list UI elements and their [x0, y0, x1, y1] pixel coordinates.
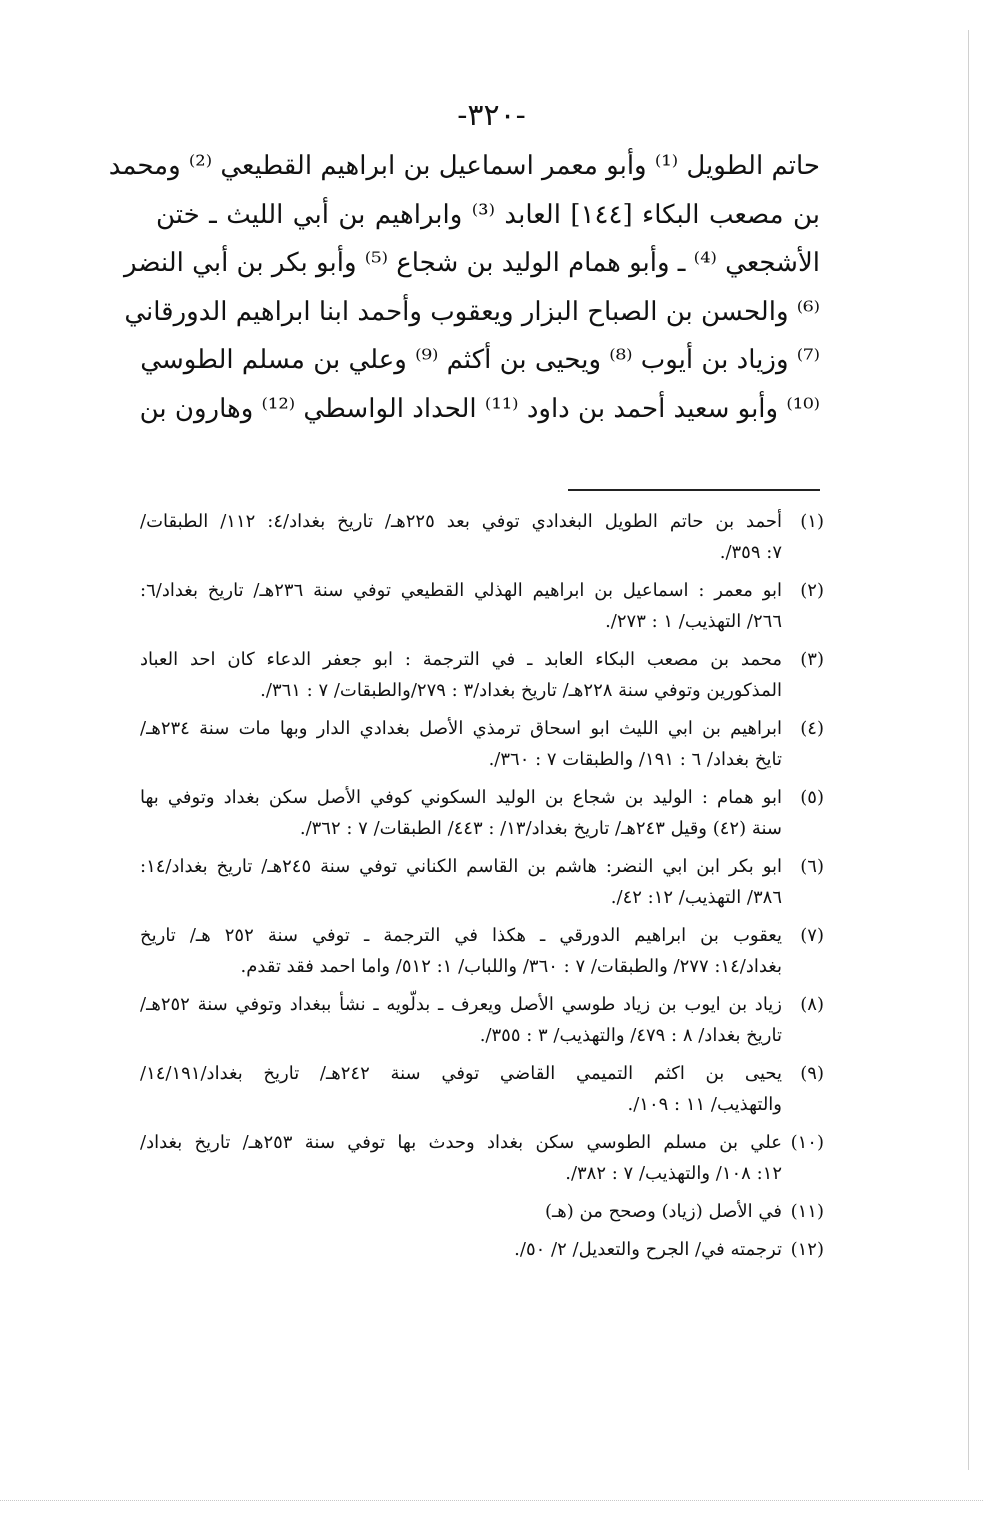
footnote-line: يعقوب بن ابراهيم الدورقي ـ هكذا في الترجمة ـ توفي سنة ٢٥٢ هـ/ تاريخ: [140, 925, 782, 946]
footnote-text: [140, 575, 782, 637]
footnote-number: (٥): [800, 787, 824, 808]
footnote: [140, 851, 824, 913]
page-edge-line: [968, 30, 969, 1470]
footnote: [140, 506, 824, 568]
footnote-line: ابو بكر ابن ابي النضر: هاشم بن القاسم الكناني توفي سنة ٢٤٥هـ/ تاريخ بغداد/١٤:: [140, 856, 782, 877]
footnote: [140, 1127, 824, 1189]
footnote-text: [140, 506, 782, 568]
footnote-text: [140, 1196, 782, 1227]
footnote-number: (٢): [800, 580, 824, 601]
footnote-text: [140, 1127, 782, 1189]
footnote: [140, 782, 824, 844]
footnote-line: يحيى بن اكثم التميمي القاضي توفي سنة ٢٤٢هـ/ تاريخ بغداد/١٤/١٩١/: [140, 1063, 782, 1084]
footnote-line: ابو همام : الوليد بن شجاع بن الوليد السكوني كوفي الأصل سكن بغداد وتوفي بها: [140, 787, 782, 808]
footnote-line: والتهذيب/ ١١ : ١٠٩/.: [627, 1094, 782, 1115]
footnote-line: ٧: ٣٥٩/.: [719, 542, 782, 563]
footnote: [140, 575, 824, 637]
main-text-line: ⁽⁶⁾ والحسن بن الصباح البزار ويعقوب وأحمد ابنا ابراهيم الدورقاني: [124, 296, 820, 327]
footnote-line: ترجمته في/ الجرح والتعديل/ ٢/ ٥٠/.: [514, 1239, 782, 1260]
footnote: [140, 713, 824, 775]
footnote-text: [140, 1058, 782, 1120]
footnote-number: (٤): [800, 718, 824, 739]
footnote-separator: [568, 489, 820, 491]
footnotes: [140, 506, 824, 1272]
footnote-text: [140, 851, 782, 913]
footnote-text: [140, 644, 782, 706]
footnote-line: ٢٦٦/ التهذيب/ ١ : ٢٧٣/.: [605, 611, 782, 632]
main-text-line: بن مصعب البكاء [١٤٤] العابد ⁽³⁾ وابراهيم بن أبي الليث ـ ختن: [156, 199, 821, 230]
footnote: [140, 1058, 824, 1120]
main-text-line: الأشجعي ⁽⁴⁾ ـ وأبو همام الوليد بن شجاع ⁽⁵⁾ وأبو بكر بن أبي النضر: [124, 248, 820, 278]
footnote: [140, 1234, 824, 1265]
footnote-text: [140, 920, 782, 982]
footnote-number: (٩): [800, 1063, 824, 1084]
footnote-line: ابو معمر : اسماعيل بن ابراهيم الهذلي القطيعي توفي سنة ٢٣٦هـ/ تاريخ بغداد/٦:: [140, 580, 782, 601]
footnote-text: [140, 989, 782, 1051]
footnote-line: المذكورين وتوفي سنة ٢٢٨هـ/ تاريخ بغداد/٣ : ٢٧٩/والطبقات/ ٧ : ٣٦١/.: [260, 680, 782, 701]
footnote-text: [140, 713, 782, 775]
footnote-line: تاريخ بغداد/ ٨ : ٤٧٩/ والتهذيب/ ٣ : ٣٥٥/.: [479, 1025, 782, 1046]
footnote: [140, 989, 824, 1051]
footnote-line: زياد بن ايوب بن زياد طوسي الأصل ويعرف ـ بدلّويه ـ نشأ ببغداد وتوفي سنة ٢٥٢هـ/: [140, 994, 782, 1015]
page-number: -٣٢٠-: [457, 98, 526, 133]
footnote-number: (١٢): [790, 1239, 824, 1260]
footnote-number: (١): [800, 511, 824, 532]
main-text: [108, 142, 821, 433]
footnote-number: (٨): [800, 994, 824, 1015]
main-text-line: ⁽⁷⁾ وزياد بن أيوب ⁽⁸⁾ ويحيى بن أكثم ⁽⁹⁾ وعلي بن مسلم الطوسي: [140, 345, 820, 375]
footnote-text: [140, 1234, 782, 1265]
footnote-line: في الأصل (زياد) وصحح من (هـ): [544, 1201, 782, 1222]
footnote-text: [140, 782, 782, 844]
footnote-line: سنة (٤٢) وقيل ٢٤٣هـ/ تاريخ بغداد/١٣/ : ٤٤٣/ الطبقات/ ٧ : ٣٦٢/.: [299, 818, 782, 839]
footnote-line: علي بن مسلم الطوسي سكن بغداد وحدث بها توفي سنة ٢٥٣هـ/ تاريخ بغداد/: [140, 1132, 782, 1153]
page-bottom-edge: [0, 1500, 983, 1502]
footnote-line: ١٢: ١٠٨/ والتهذيب/ ٧ : ٣٨٢/.: [565, 1163, 782, 1184]
footnote-line: محمد بن مصعب البكاء العابد ـ في الترجمة : ابو جعفر الدعاء كان احد العباد: [140, 649, 782, 670]
main-text-line: حاتم الطويل ⁽¹⁾ وأبو معمر اسماعيل بن ابراهيم القطيعي ⁽²⁾ ومحمد: [108, 151, 820, 181]
footnote-number: (٧): [800, 925, 824, 946]
footnote-line: تايخ بغداد/ ٦ : ١٩١/ والطبقات ٧ : ٣٦٠/.: [488, 749, 782, 770]
footnote-line: ٣٨٦/ التهذيب/ ١٢: ٤٢/.: [610, 887, 782, 908]
footnote-number: (١٠): [790, 1132, 824, 1153]
footnote: [140, 644, 824, 706]
footnote-line: ابراهيم بن ابي الليث ابو اسحاق ترمذي الأصل بغدادي الدار وبها مات سنة ٢٣٤هـ/: [140, 718, 782, 739]
footnote-number: (٦): [800, 856, 824, 877]
footnote: [140, 1196, 824, 1227]
footnote-number: (١١): [790, 1201, 824, 1222]
footnote-number: (٣): [800, 649, 824, 670]
main-text-line: ⁽¹⁰⁾ وأبو سعيد أحمد بن داود ⁽¹¹⁾ الحداد الواسطي ⁽¹²⁾ وهارون بن: [139, 393, 820, 424]
footnote: [140, 920, 824, 982]
footnote-line: بغداد/١٤: ٢٧٧/ والطبقات/ ٧ : ٣٦٠/ واللباب/ ١: ٥١٢/ واما احمد فقد تقدم.: [240, 956, 782, 977]
footnote-line: أحمد بن حاتم الطويل البغدادي توفي بعد ٢٢٥هـ/ تاريخ بغداد/٤: ١١٢/ الطبقات/: [140, 511, 782, 532]
